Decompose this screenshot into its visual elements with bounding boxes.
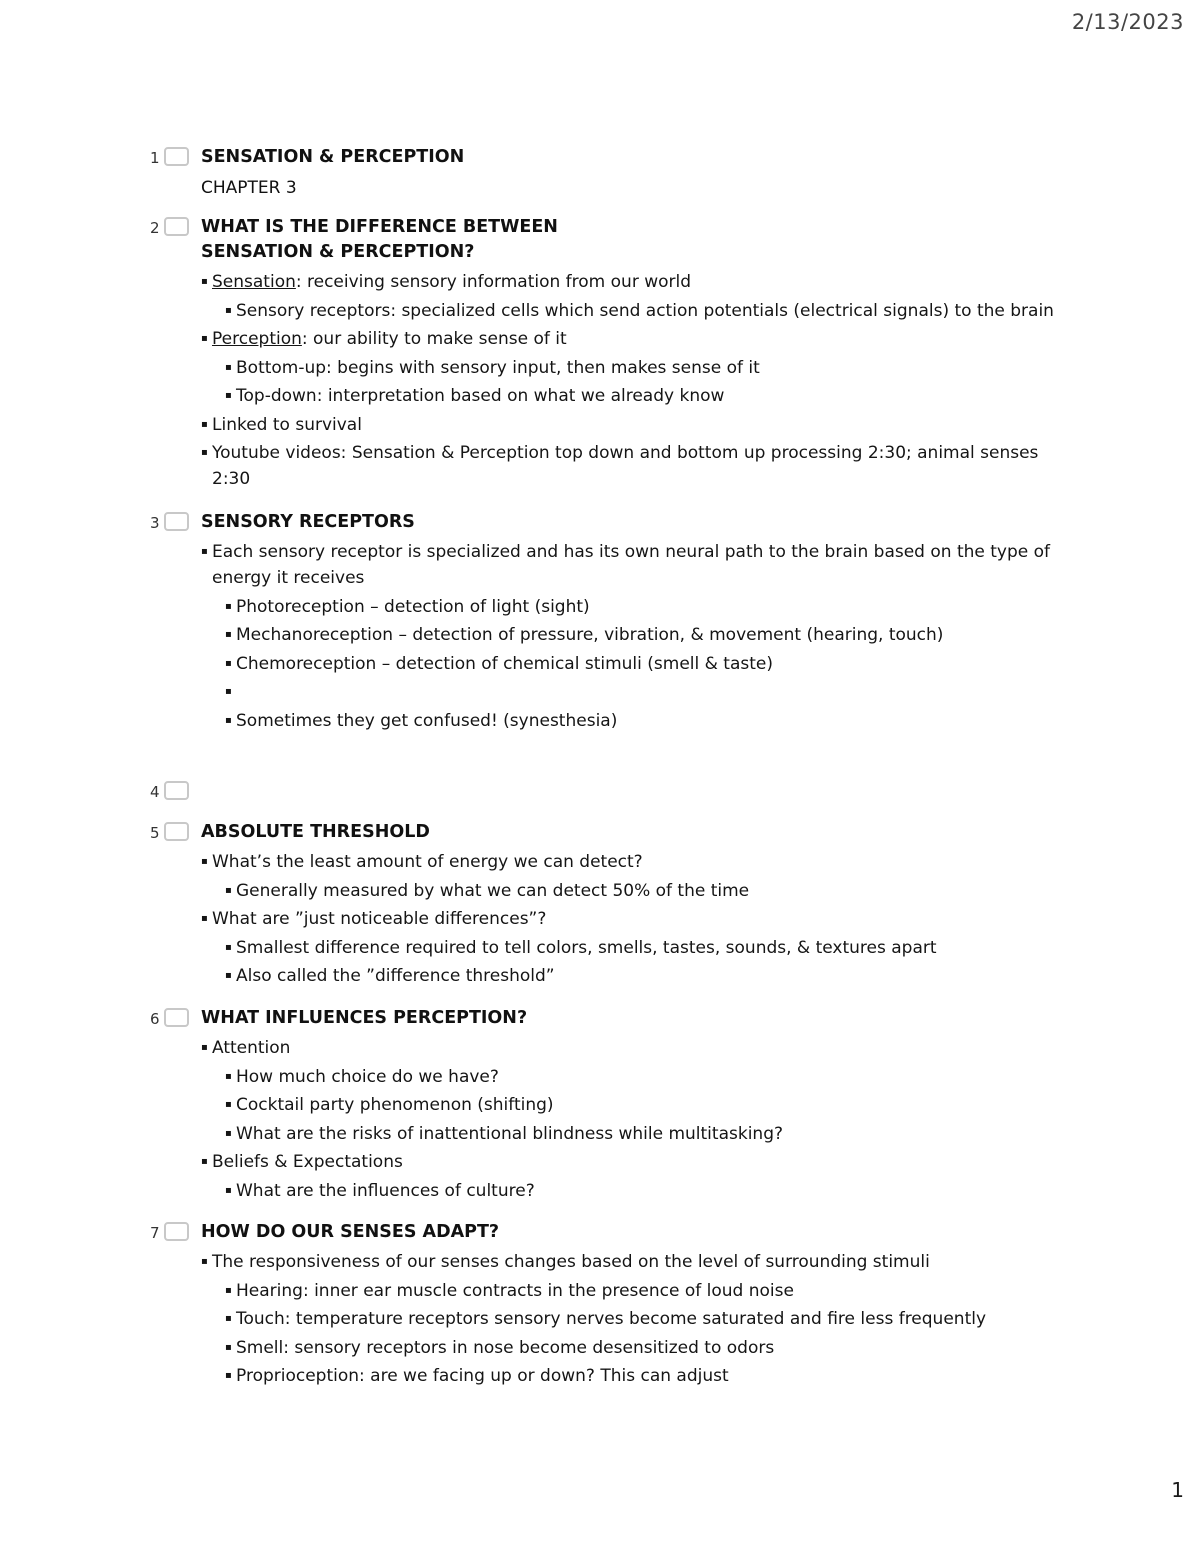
slide-content [201,1220,1081,1392]
slide-title: SENSORY RECEPTORS [201,512,415,532]
slide-title: ABSOLUTE THRESHOLD [201,822,430,842]
slide-number: 1 [150,149,160,167]
bullet-item: ▪ Generally measured by what we can detect 50% of the time [225,878,1081,904]
bullet-item: ▪ Attention [201,1035,1081,1061]
bullet-text: : our ability to make sense of it [301,329,567,349]
bullet-text: : receiving sensory information from our world [295,272,692,292]
slide-content [201,145,1081,201]
bullet-item: ▪ Sometimes they get confused! (synesthesia) [225,708,1081,734]
bullet-item: ▪ Youtube videos: Sensation & Perception top down and bottom up processing 2:30; animal senses 2:30 [201,440,1081,492]
bullet-item: ▪ The responsiveness of our senses changes based on the level of surrounding stimuli [201,1249,1081,1275]
slide-content [201,1006,1081,1206]
bullet-item: ▪ What are ”just noticeable differences”? [201,906,1081,932]
slide-title: WHAT INFLUENCES PERCEPTION? [201,1008,528,1028]
slide-title: SENSATION & PERCEPTION [201,147,465,167]
bullet-item: ▪ Smell: sensory receptors in nose become desensitized to odors [225,1335,1081,1361]
bullet-item: ▪ How much choice do we have? [225,1064,1081,1090]
slide-number: 5 [150,824,160,842]
bullet-item-empty [225,679,1081,705]
slide-thumbnail-checkbox[interactable] [164,1222,189,1241]
slide-thumbnail-checkbox[interactable] [164,217,189,236]
slide-title: HOW DO OUR SENSES ADAPT? [201,1222,500,1242]
term-perception: Perception [212,329,302,349]
slide-content [201,215,1081,495]
page-date: 2/13/2023 [1071,10,1184,34]
bullet-item: ▪ Sensory receptors: specialized cells which send action potentials (electrical signals) to the brain [225,298,1081,324]
bullet-list [201,539,1081,734]
bullet-list [201,1035,1081,1204]
bullet-item: ▪ Chemoreception – detection of chemical stimuli (smell & taste) [225,651,1081,677]
bullet-item: ▪ Each sensory receptor is specialized and has its own neural path to the brain based on the type of energy it receives [201,539,1081,591]
slide-content [201,510,1081,736]
page-number: 1 [1171,1478,1184,1502]
bullet-item: ▪ What’s the least amount of energy we can detect? [201,849,1081,875]
bullet-item [201,326,1081,352]
term-sensation: Sensation [212,272,296,292]
slide-thumbnail-checkbox[interactable] [164,512,189,531]
slide-subtitle: CHAPTER 3 [201,178,297,198]
slide-title [201,215,1081,265]
bullet-item: ▪ Cocktail party phenomenon (shifting) [225,1092,1081,1118]
slide-thumbnail-checkbox[interactable] [164,1008,189,1027]
slide-number: 7 [150,1224,160,1242]
slide-number: 2 [150,219,160,237]
bullet-item: ▪ Photoreception – detection of light (sight) [225,594,1081,620]
slide-number: 4 [150,783,160,801]
bullet-item: ▪ Mechanoreception – detection of pressure, vibration, & movement (hearing, touch) [225,622,1081,648]
bullet-list [201,1249,1081,1389]
slide-number: 6 [150,1010,160,1028]
bullet-item [201,269,1081,295]
bullet-item: ▪ Also called the ”difference threshold” [225,963,1081,989]
bullet-list [201,849,1081,989]
bullet-item: ▪ Beliefs & Expectations [201,1149,1081,1175]
bullet-item: ▪ Touch: temperature receptors sensory nerves become saturated and fire less frequently [225,1306,1081,1332]
slide-number: 3 [150,514,160,532]
bullet-list [201,269,1081,492]
slide-thumbnail-checkbox[interactable] [164,147,189,166]
slide-title-line-1: WHAT IS THE DIFFERENCE BETWEEN [201,217,558,237]
bullet-item: ▪ What are the influences of culture? [225,1178,1081,1204]
bullet-item: ▪ Smallest difference required to tell colors, smells, tastes, sounds, & textures apart [225,935,1081,961]
bullet-item: ▪ What are the risks of inattentional blindness while multitasking? [225,1121,1081,1147]
slide-title-line-2: SENSATION & PERCEPTION? [201,242,475,262]
bullet-item: ▪ Hearing: inner ear muscle contracts in the presence of loud noise [225,1278,1081,1304]
bullet-item: ▪ Proprioception: are we facing up or down? This can adjust [225,1363,1081,1389]
bullet-item: ▪ Bottom-up: begins with sensory input, then makes sense of it [225,355,1081,381]
slide-thumbnail-checkbox[interactable] [164,822,189,841]
slide-content [201,820,1081,992]
bullet-item: ▪ Linked to survival [201,412,1081,438]
bullet-item: ▪ Top-down: interpretation based on what we already know [225,383,1081,409]
slide-thumbnail-checkbox[interactable] [164,781,189,800]
